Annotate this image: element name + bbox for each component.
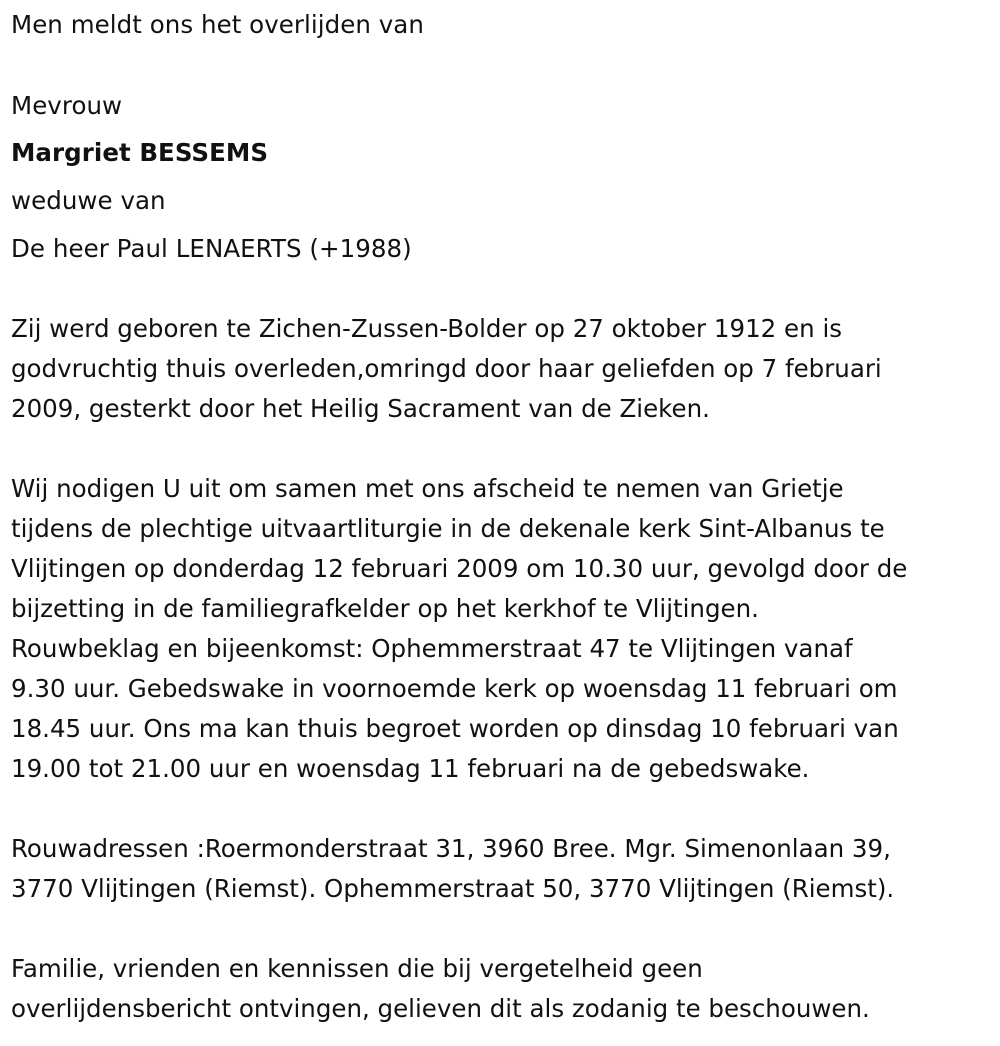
paragraph-line: tijdens de plechtige uitvaartliturgie in de dekenale kerk Sint-Albanus te — [11, 514, 885, 543]
deceased-name: Margriet BESSEMS — [11, 138, 269, 167]
invitation-paragraph — [11, 469, 986, 789]
paragraph-line: 18.45 uur. Ons ma kan thuis begroet worden op dinsdag 10 februari van — [11, 714, 899, 743]
paragraph-line: Wij nodigen U uit om samen met ons afscheid te nemen van Grietje — [11, 474, 844, 503]
intro-line: Men meldt ons het overlijden van — [11, 10, 424, 39]
relation-line: weduwe van — [11, 186, 166, 215]
paragraph-line: Rouwadressen :Roermonderstraat 31, 3960 Bree. Mgr. Simenonlaan 39, — [11, 834, 891, 863]
paragraph-line: 3770 Vlijtingen (Riemst). Ophemmerstraat 50, 3770 Vlijtingen (Riemst). — [11, 874, 895, 903]
paragraph-line: 2009, gesterkt door het Heilig Sacrament van de Zieken. — [11, 394, 710, 423]
addresses-paragraph — [11, 829, 986, 909]
birth-death-paragraph — [11, 309, 986, 429]
closing-paragraph — [11, 949, 986, 1029]
salutation: Mevrouw — [11, 91, 123, 120]
paragraph-line: bijzetting in de familiegrafkelder op het kerkhof te Vlijtingen. — [11, 594, 759, 623]
paragraph-line: godvruchtig thuis overleden,omringd door haar geliefden op 7 februari — [11, 354, 882, 383]
paragraph-line: 9.30 uur. Gebedswake in voornoemde kerk op woensdag 11 februari om — [11, 674, 898, 703]
paragraph-line: Vlijtingen op donderdag 12 februari 2009 om 10.30 uur, gevolgd door de — [11, 554, 908, 583]
paragraph-line: overlijdensbericht ontvingen, gelieven dit als zodanig te beschouwen. — [11, 994, 870, 1023]
paragraph-line: Rouwbeklag en bijeenkomst: Ophemmerstraat 47 te Vlijtingen vanaf — [11, 634, 853, 663]
paragraph-line: Zij werd geboren te Zichen-Zussen-Bolder op 27 oktober 1912 en is — [11, 314, 843, 343]
spouse-line: De heer Paul LENAERTS (+1988) — [11, 234, 412, 263]
paragraph-line: 19.00 tot 21.00 uur en woensdag 11 februari na de gebedswake. — [11, 754, 810, 783]
paragraph-line: Familie, vrienden en kennissen die bij vergetelheid geen — [11, 954, 703, 983]
